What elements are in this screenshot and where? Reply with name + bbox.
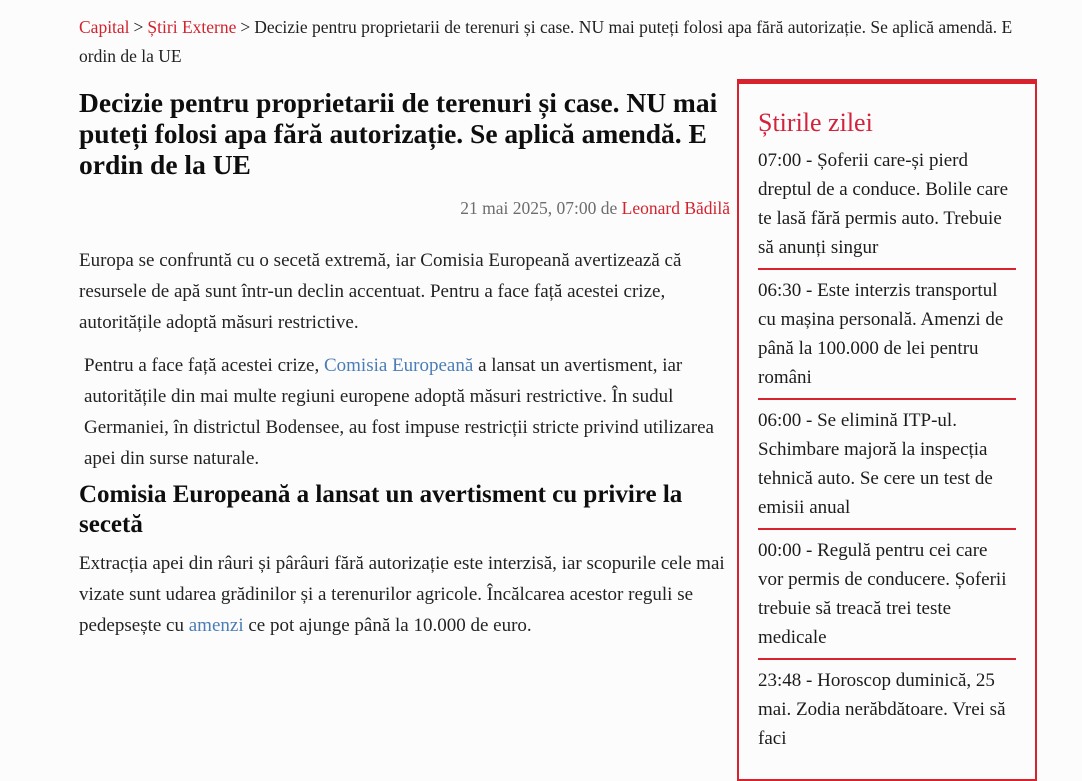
sidebar-news-item[interactable]: 07:00 - Șoferii care-și pierd dreptul de a conduce. Bolile care te lasă fără permis auto. Trebuie să anunți singur — [758, 150, 1009, 258]
breadcrumb-link-capital[interactable]: Capital — [79, 17, 130, 37]
breadcrumb-separator: > — [133, 17, 144, 37]
paragraph-3-text: Extracția apei din râuri și pârâuri fără autorizație este interzisă, iar scopurile cele mai vizate sunt udarea grădinilor și a terenurilor agricole. Încălcarea acestor reguli se pedepsește cu — [79, 553, 725, 636]
breadcrumb-link-stiri-externe[interactable]: Știri Externe — [147, 17, 237, 37]
article — [79, 79, 730, 641]
breadcrumb — [79, 13, 1041, 71]
page-title: Decizie pentru proprietarii de terenuri și case. NU mai puteți folosi apa fără autorizație. Se aplică amendă. E ordin de la UE — [79, 87, 718, 180]
breadcrumb-separator: > — [240, 17, 251, 37]
article-paragraph-3 — [79, 548, 730, 641]
breadcrumb-current: Decizie pentru proprietarii de terenuri și case. NU mai puteți folosi apa fără autorizație. Se aplică amendă. E ordin de la UE — [79, 17, 1013, 66]
content-row — [79, 79, 1082, 781]
page — [0, 13, 1082, 749]
amenzi-link[interactable]: amenzi — [188, 615, 244, 636]
sidebar-title: Știrile zilei — [758, 108, 873, 137]
section-heading: Comisia Europeană a lansat un avertisment cu privire la secetă — [79, 481, 683, 538]
sidebar-news-item[interactable]: 06:00 - Se elimină ITP-ul. Schimbare majoră la inspecția tehnică auto. Se cere un test de emisii anual — [758, 398, 1016, 528]
author-link[interactable]: Leonard Bădilă — [621, 198, 730, 218]
paragraph-2-text: a lansat un avertisment, iar autoritățile din mai multe regiuni europene adoptă măsuri restrictive. În sudul Germaniei, în districtul Bodensee, au fost impuse restricții stricte privind utilizarea apei din surse naturale. — [84, 355, 714, 469]
sidebar-stirile-zilei — [737, 79, 1037, 781]
comisia-europeana-link[interactable]: Comisia Europeană — [323, 355, 474, 376]
paragraph-3-text: ce pot ajunge până la 10.000 de euro. — [243, 615, 532, 636]
publish-date: 21 mai 2025, 07:00 de — [460, 198, 622, 218]
paragraph-2-text: Pentru a face față acestei crize, — [84, 355, 324, 376]
article-paragraph-2 — [79, 350, 730, 474]
article-paragraph-1: Europa se confruntă cu o secetă extremă, iar Comisia Europeană avertizează că resursele de apă sunt într-un declin accentuat. Pentru a face față acestei crize, autoritățile adoptă măsuri restrictive. — [79, 250, 682, 333]
article-meta — [79, 198, 730, 219]
sidebar-news-list — [758, 140, 1016, 759]
sidebar-news-item[interactable]: 23:48 - Horoscop duminică, 25 mai. Zodia nerăbdătoare. Vrei să faci — [758, 658, 1016, 759]
sidebar-news-item[interactable]: 00:00 - Regulă pentru cei care vor permis de conducere. Șoferii trebuie să treacă trei teste medicale — [758, 528, 1016, 658]
sidebar-news-item[interactable]: 06:30 - Este interzis transportul cu mașina personală. Amenzi de până la 100.000 de lei pentru români — [758, 268, 1016, 398]
